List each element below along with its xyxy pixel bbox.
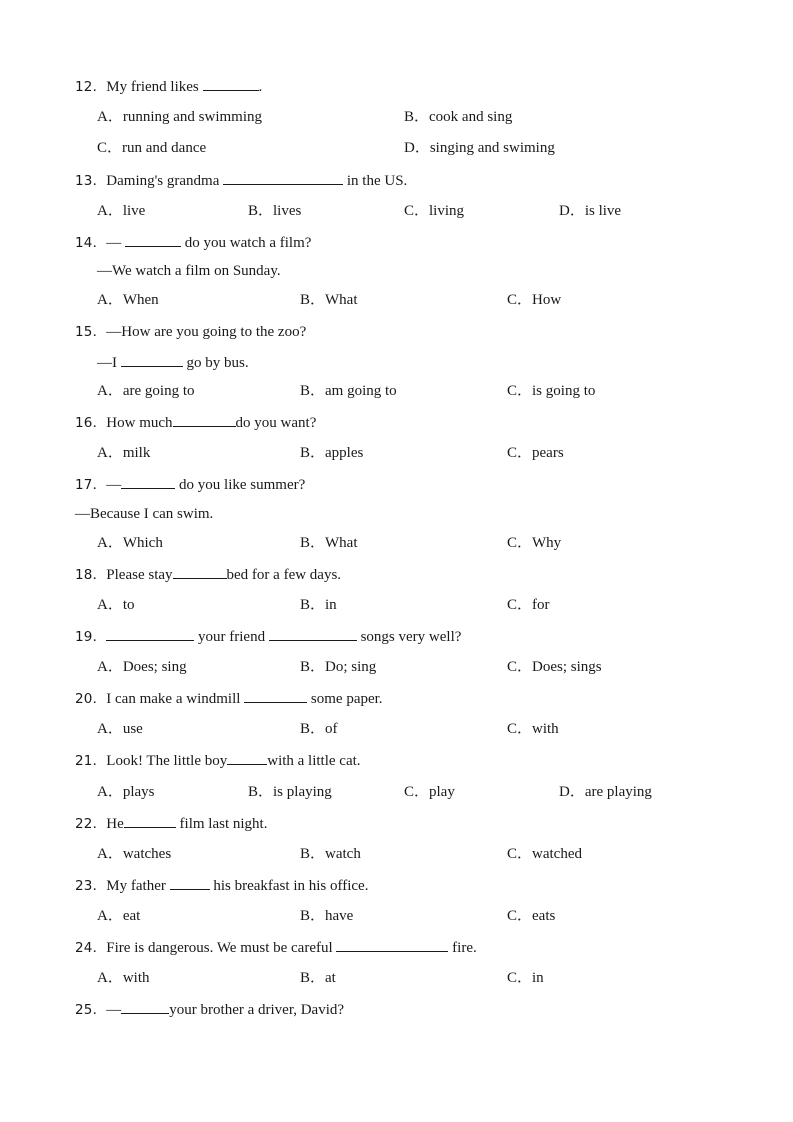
option-a[interactable] — [97, 443, 150, 463]
option-a[interactable] — [97, 533, 163, 553]
question-text: songs very well? — [356, 629, 462, 645]
option-text: milk — [122, 445, 151, 461]
option-letter: C． — [507, 659, 533, 675]
answer-blank[interactable] — [121, 474, 175, 489]
option-text: in — [532, 970, 544, 986]
option-b[interactable] — [300, 533, 358, 553]
option-d[interactable] — [559, 782, 652, 802]
option-letter: A． — [97, 383, 123, 399]
option-letter: B． — [300, 721, 326, 737]
option-letter: C． — [507, 597, 533, 613]
option-letter: C． — [404, 784, 430, 800]
option-text: of — [325, 721, 338, 737]
option-c[interactable] — [97, 138, 206, 158]
question-15 — [75, 322, 306, 342]
option-b[interactable] — [404, 107, 512, 127]
option-letter: A． — [97, 784, 123, 800]
option-c[interactable] — [507, 968, 544, 988]
answer-blank[interactable] — [106, 626, 194, 641]
answer-blank[interactable] — [121, 999, 169, 1014]
option-a[interactable] — [97, 968, 150, 988]
option-letter: A． — [97, 445, 123, 461]
option-c[interactable] — [507, 844, 582, 864]
question-21 — [75, 750, 361, 770]
question-text: fire. — [448, 940, 477, 956]
option-text: run and dance — [122, 140, 207, 156]
option-letter: B． — [300, 970, 326, 986]
option-text: use — [122, 721, 143, 737]
question-19 — [75, 626, 461, 646]
question-number: 18． — [75, 567, 107, 583]
option-d[interactable] — [559, 201, 621, 221]
question-text: do you watch a film? — [181, 235, 312, 251]
question-number: 16． — [75, 415, 107, 431]
option-text: eats — [532, 908, 556, 924]
question-12 — [75, 76, 262, 96]
option-text: How — [532, 292, 562, 308]
option-letter: C． — [97, 140, 123, 156]
option-letter: A． — [97, 535, 123, 551]
answer-blank[interactable] — [244, 688, 307, 703]
question-text: He — [106, 816, 124, 832]
option-b[interactable] — [300, 381, 397, 401]
option-a[interactable] — [97, 290, 159, 310]
option-text: Why — [532, 535, 562, 551]
option-letter: B． — [248, 784, 274, 800]
option-text: watched — [532, 846, 582, 862]
question-16 — [75, 412, 316, 432]
question-text: Please stay — [106, 567, 173, 583]
question-text: How much — [106, 415, 173, 431]
question-number: 24． — [75, 940, 107, 956]
question-text: — — [106, 477, 122, 493]
option-text: Which — [122, 535, 163, 551]
option-letter: C． — [507, 846, 533, 862]
question-24 — [75, 937, 477, 957]
question-text: in the US. — [343, 173, 408, 189]
option-a[interactable] — [97, 381, 195, 401]
option-a[interactable] — [97, 107, 262, 127]
option-b[interactable] — [300, 443, 363, 463]
answer-blank[interactable] — [223, 170, 343, 185]
answer-blank[interactable] — [125, 232, 181, 247]
option-a[interactable] — [97, 201, 145, 221]
question-22 — [75, 813, 267, 833]
question-text: — — [106, 235, 126, 251]
option-text: with — [122, 970, 150, 986]
question-18 — [75, 564, 341, 584]
option-text: is live — [584, 203, 622, 219]
reply-text: —We watch a film on Sunday. — [97, 263, 281, 279]
option-a[interactable] — [97, 906, 140, 926]
dialogue-reply — [75, 504, 213, 524]
question-text: your friend — [194, 629, 269, 645]
question-text: . — [258, 79, 263, 95]
option-b[interactable] — [248, 201, 301, 221]
option-text: What — [325, 535, 358, 551]
question-number: 25． — [75, 1002, 107, 1018]
question-number: 17． — [75, 477, 107, 493]
option-text: When — [122, 292, 159, 308]
option-letter: A． — [97, 659, 123, 675]
question-number: 20． — [75, 691, 107, 707]
question-number: 12． — [75, 79, 107, 95]
question-14 — [75, 232, 311, 252]
option-b[interactable] — [300, 290, 358, 310]
option-text: live — [122, 203, 146, 219]
question-text: — — [106, 1002, 122, 1018]
option-c[interactable] — [507, 719, 559, 739]
option-letter: C． — [507, 445, 533, 461]
option-letter: A． — [97, 597, 123, 613]
option-c[interactable] — [507, 290, 561, 310]
question-number: 23． — [75, 878, 107, 894]
option-text: plays — [122, 784, 155, 800]
question-number: 13． — [75, 173, 107, 189]
question-text: film last night. — [175, 816, 268, 832]
option-letter: A． — [97, 846, 123, 862]
option-letter: B． — [300, 846, 326, 862]
option-c[interactable] — [507, 657, 602, 677]
option-text: play — [429, 784, 455, 800]
option-c[interactable] — [507, 595, 550, 615]
question-13 — [75, 170, 407, 190]
option-letter: A． — [97, 203, 123, 219]
answer-blank[interactable] — [336, 937, 448, 952]
answer-blank[interactable] — [173, 412, 236, 427]
option-text: apples — [325, 445, 364, 461]
option-letter: B． — [300, 597, 326, 613]
answer-blank[interactable] — [121, 352, 183, 367]
option-text: Does; sing — [122, 659, 187, 675]
question-text: My friend likes — [106, 79, 203, 95]
option-letter: B． — [300, 659, 326, 675]
option-c[interactable] — [507, 381, 595, 401]
question-number: 14． — [75, 235, 107, 251]
option-text: watch — [325, 846, 361, 862]
option-letter: C． — [507, 970, 533, 986]
question-text: do you like summer? — [175, 477, 306, 493]
question-number: 22． — [75, 816, 107, 832]
question-text: Daming's grandma — [106, 173, 224, 189]
option-a[interactable] — [97, 782, 155, 802]
option-text: are going to — [122, 383, 195, 399]
option-text: eat — [122, 908, 141, 924]
dialogue-reply — [97, 352, 249, 372]
option-b[interactable] — [300, 595, 337, 615]
question-text: My father — [106, 878, 170, 894]
option-letter: C． — [507, 721, 533, 737]
question-17 — [75, 474, 305, 494]
option-text: is playing — [273, 784, 332, 800]
question-20 — [75, 688, 383, 708]
option-text: running and swimming — [122, 109, 263, 125]
question-text: go by bus. — [182, 355, 249, 371]
option-text: Does; sings — [532, 659, 602, 675]
option-text: What — [325, 292, 358, 308]
option-text: am going to — [325, 383, 397, 399]
question-25 — [75, 999, 344, 1019]
option-letter: C． — [507, 535, 533, 551]
option-letter: A． — [97, 109, 123, 125]
option-a[interactable] — [97, 844, 171, 864]
question-text: with a little cat. — [267, 753, 361, 769]
option-letter: B． — [300, 383, 326, 399]
option-text: with — [532, 721, 559, 737]
question-number: 21． — [75, 753, 107, 769]
option-letter: C． — [507, 908, 533, 924]
question-text: your brother a driver, David? — [169, 1002, 345, 1018]
option-text: in — [325, 597, 337, 613]
question-text: some paper. — [307, 691, 383, 707]
option-letter: B． — [300, 292, 326, 308]
option-a[interactable] — [97, 657, 187, 677]
option-letter: D． — [559, 784, 585, 800]
option-b[interactable] — [300, 968, 336, 988]
question-23 — [75, 875, 368, 895]
option-c[interactable] — [404, 201, 464, 221]
question-text: Look! The little boy — [106, 753, 228, 769]
option-b[interactable] — [300, 657, 376, 677]
answer-blank[interactable] — [124, 813, 176, 828]
answer-blank[interactable] — [203, 76, 259, 91]
option-b[interactable] — [300, 719, 338, 739]
option-c[interactable] — [507, 533, 561, 553]
option-a[interactable] — [97, 595, 135, 615]
option-c[interactable] — [507, 906, 555, 926]
option-letter: A． — [97, 292, 123, 308]
option-text: are playing — [584, 784, 652, 800]
option-text: to — [122, 597, 135, 613]
option-a[interactable] — [97, 719, 143, 739]
option-text: for — [532, 597, 550, 613]
option-b[interactable] — [300, 906, 353, 926]
option-text: pears — [532, 445, 564, 461]
option-text: have — [325, 908, 354, 924]
option-letter: B． — [300, 908, 326, 924]
option-letter: A． — [97, 970, 123, 986]
option-letter: C． — [507, 292, 533, 308]
option-text: Do; sing — [325, 659, 377, 675]
option-letter: B． — [248, 203, 274, 219]
option-text: singing and swiming — [429, 140, 555, 156]
answer-blank[interactable] — [173, 564, 227, 579]
option-text: at — [325, 970, 336, 986]
option-letter: A． — [97, 721, 123, 737]
question-number: 15． — [75, 324, 107, 340]
question-text: Fire is dangerous. We must be careful — [106, 940, 337, 956]
question-text: I can make a windmill — [106, 691, 245, 707]
option-text: watches — [122, 846, 172, 862]
question-number: 19． — [75, 629, 107, 645]
option-c[interactable] — [507, 443, 564, 463]
option-letter: C． — [404, 203, 430, 219]
option-letter: D． — [404, 140, 430, 156]
option-b[interactable] — [248, 782, 332, 802]
question-text: —I — [97, 355, 121, 371]
option-letter: C． — [507, 383, 533, 399]
answer-blank[interactable] — [227, 750, 267, 765]
option-text: lives — [273, 203, 302, 219]
option-letter: B． — [300, 535, 326, 551]
question-text: —How are you going to the zoo? — [106, 324, 307, 340]
option-text: cook and sing — [429, 109, 513, 125]
option-letter: B． — [300, 445, 326, 461]
answer-blank[interactable] — [269, 626, 357, 641]
reply-text: —Because I can swim. — [75, 506, 214, 522]
option-letter: B． — [404, 109, 430, 125]
option-text: living — [429, 203, 465, 219]
answer-blank[interactable] — [170, 875, 210, 890]
option-d[interactable] — [404, 138, 555, 158]
question-text: bed for a few days. — [226, 567, 342, 583]
question-text: do you want? — [235, 415, 317, 431]
question-text: his breakfast in his office. — [209, 878, 369, 894]
option-text: is going to — [532, 383, 596, 399]
dialogue-reply — [97, 261, 281, 281]
option-letter: A． — [97, 908, 123, 924]
option-c[interactable] — [404, 782, 455, 802]
option-letter: D． — [559, 203, 585, 219]
option-b[interactable] — [300, 844, 361, 864]
